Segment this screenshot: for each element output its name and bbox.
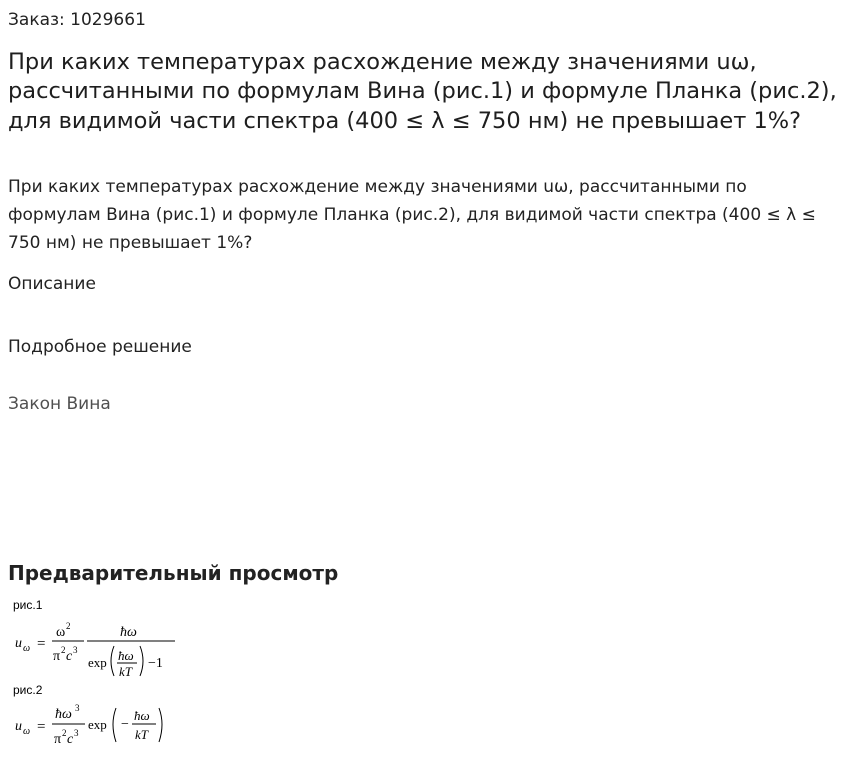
svg-text:exp: exp xyxy=(88,655,107,670)
solution-label: Подробное решение xyxy=(8,337,192,357)
question-text: При каких температурах расхождение между значениями uω, рассчитанными по формулам Вина (рис.1) и формуле Планка (рис.2), для видимой части спектра (400 ≤ λ ≤ 750 нм) не превышает 1%? xyxy=(8,177,816,253)
wien-law-link[interactable]: Закон Вина xyxy=(8,394,111,414)
svg-text:ħω: ħω xyxy=(118,648,134,663)
svg-text:−1: −1 xyxy=(148,656,163,671)
svg-text:kT: kT xyxy=(135,727,148,742)
svg-text:ω: ω xyxy=(23,726,31,737)
svg-text:3: 3 xyxy=(73,645,78,655)
svg-text:π: π xyxy=(53,649,61,664)
figure-1-label: рис.1 xyxy=(13,598,43,612)
svg-text:2: 2 xyxy=(62,728,67,738)
svg-text:2: 2 xyxy=(66,621,71,631)
svg-text:ħω: ħω xyxy=(120,625,137,640)
wien-formula-image xyxy=(0,608,200,693)
svg-text:c: c xyxy=(66,649,73,664)
svg-text:2: 2 xyxy=(61,645,66,655)
preview-heading: Предварительный просмотр xyxy=(8,561,339,585)
preview-image xyxy=(0,594,300,764)
description-label: Описание xyxy=(8,274,96,294)
svg-text:ω: ω xyxy=(56,625,66,640)
planck-formula-image xyxy=(0,698,200,765)
svg-text:π: π xyxy=(54,732,62,747)
svg-text:kT: kT xyxy=(119,664,132,679)
svg-text:−: − xyxy=(121,717,129,732)
svg-text:ħω: ħω xyxy=(134,708,150,723)
svg-text:=: = xyxy=(37,636,46,652)
page-title: При каких температурах расхождение между значениями uω, рассчитанными по формулам Вина (рис.1) и формуле Планка (рис.2), для видимой части спектра (400 ≤ λ ≤ 750 нм) не превышает 1%? xyxy=(8,49,837,134)
svg-text:exp: exp xyxy=(88,717,107,732)
svg-text:u: u xyxy=(15,719,22,734)
svg-text:u: u xyxy=(15,636,22,651)
figure-2-label: рис.2 xyxy=(13,683,43,697)
svg-text:=: = xyxy=(37,719,46,735)
svg-text:ħω: ħω xyxy=(55,707,72,722)
svg-text:c: c xyxy=(67,732,74,747)
svg-text:3: 3 xyxy=(75,703,80,713)
svg-text:ω: ω xyxy=(23,643,31,654)
order-number: Заказ: 1029661 xyxy=(8,10,146,30)
svg-text:3: 3 xyxy=(74,728,79,738)
